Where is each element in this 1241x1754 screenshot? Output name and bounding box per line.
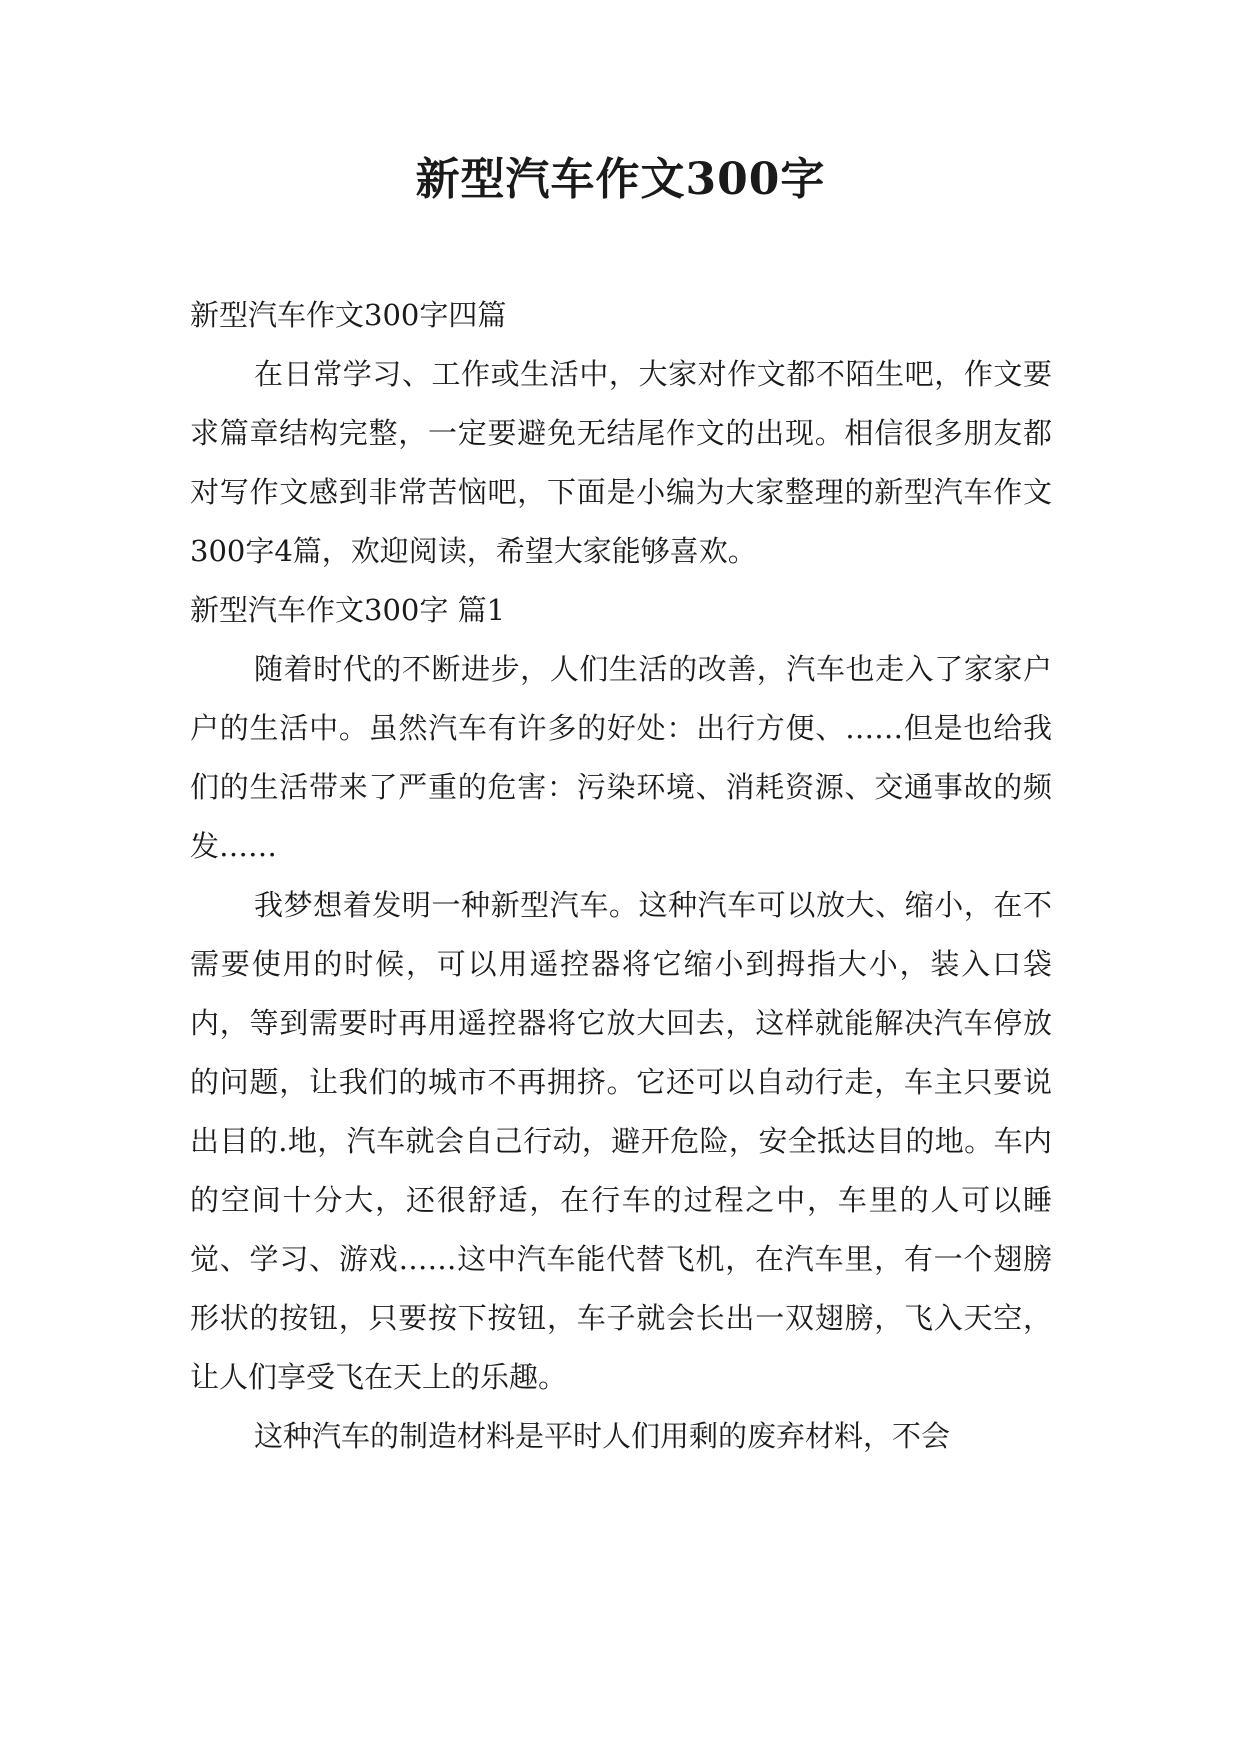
section-heading: 新型汽车作文300字四篇 <box>190 298 507 332</box>
intro-paragraph: 在日常学习、工作或生活中，大家对作文都不陌生吧，作文要求篇章结构完整，一定要避免无结尾作文的出现。相信很多朋友都对写作文感到非常苦恼吧，下面是小编为大家整理的新型汽车作文300字4篇，欢迎阅读，希望大家能够喜欢。 <box>190 357 1052 568</box>
document-body <box>190 286 1052 1466</box>
body-paragraph: 这种汽车的制造材料是平时人们用剩的废弃材料，不会 <box>254 1419 951 1453</box>
body-paragraph: 我梦想着发明一种新型汽车。这种汽车可以放大、缩小，在不需要使用的时候，可以用遥控器将它缩小到拇指大小，装入口袋内，等到需要时再用遥控器将它放大回去，这样就能解决汽车停放的问题，让我们的城市不再拥挤。它还可以自动行走，车主只要说出目的.地，汽车就会自己行动，避开危险，安全抵达目的地。车内的空间十分大，还很舒适，在行车的过程之中，车里的人可以睡觉、学习、游戏……这中汽车能代替飞机，在汽车里，有一个翅膀形状的按钮，只要按下按钮，车子就会长出一双翅膀，飞入天空，让人们享受飞在天上的乐趣。 <box>190 888 1052 1394</box>
body-paragraph: 随着时代的不断进步，人们生活的改善，汽车也走入了家家户户的生活中。虽然汽车有许多的好处：出行方便、……但是也给我们的生活带来了严重的危害：污染环境、消耗资源、交通事故的频发…… <box>190 652 1052 863</box>
document-title: 新型汽车作文300字 <box>415 154 826 205</box>
section-heading: 新型汽车作文300字 篇1 <box>190 593 506 627</box>
